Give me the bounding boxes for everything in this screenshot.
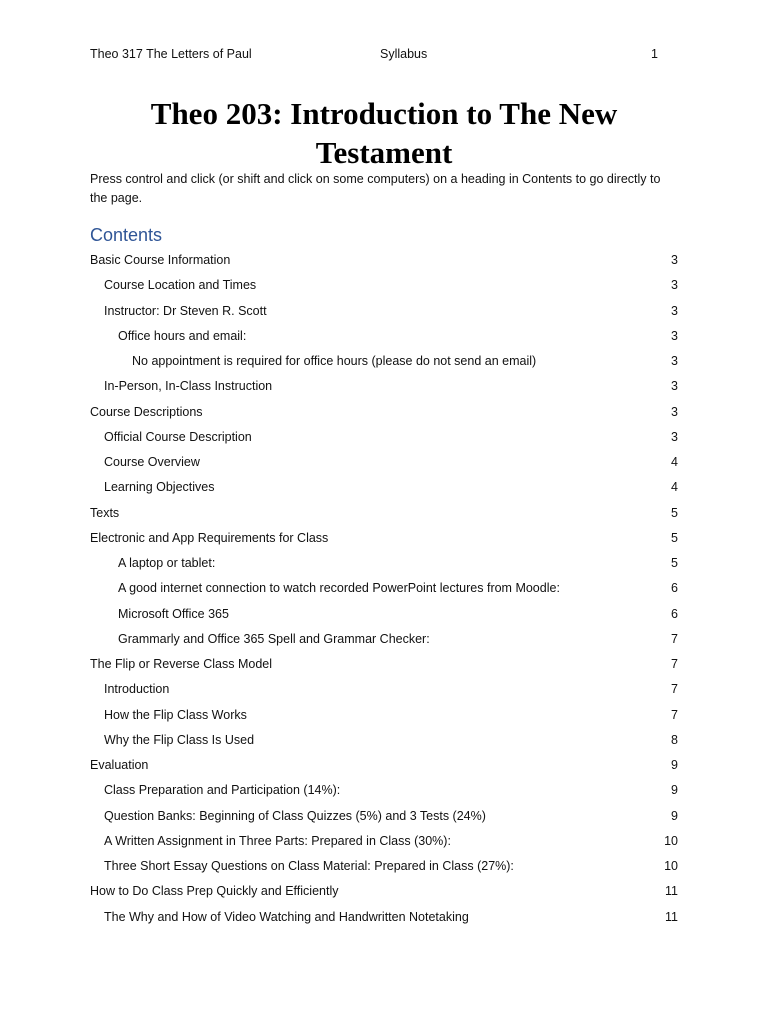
header-doc-type: Syllabus xyxy=(380,47,428,61)
toc-entry[interactable] xyxy=(90,528,678,553)
toc-entry-title[interactable]: Electronic and App Requirements for Class xyxy=(90,530,329,545)
toc-entry-page: 10 xyxy=(664,833,678,848)
document-title xyxy=(90,94,678,172)
header-course-name: Theo 317 The Letters of Paul xyxy=(90,47,252,61)
toc-entry-page: 7 xyxy=(671,657,678,671)
toc-entry-title[interactable]: A laptop or tablet: xyxy=(118,556,216,570)
navigation-instructions: Press control and click (or shift and click on some computers) on a heading in Contents to go directly to the page. xyxy=(90,172,661,205)
toc-entry[interactable] xyxy=(90,604,678,629)
header-page-number: 1 xyxy=(651,47,658,61)
table-of-contents xyxy=(90,250,678,932)
toc-entry[interactable] xyxy=(90,831,678,856)
toc-entry-title[interactable]: Course Descriptions xyxy=(90,404,203,419)
toc-entry[interactable] xyxy=(90,402,678,427)
toc-entry-title[interactable]: No appointment is required for office hours (please do not send an email) xyxy=(132,354,537,368)
toc-entry[interactable] xyxy=(90,755,678,780)
running-header xyxy=(90,47,658,65)
document-title-line-1: Theo 203: Introduction to The New xyxy=(150,96,618,131)
toc-entry-title[interactable]: How to Do Class Prep Quickly and Efficiently xyxy=(90,884,339,899)
contents-heading: Contents xyxy=(90,225,163,245)
toc-entry[interactable] xyxy=(90,301,678,326)
toc-entry-page: 4 xyxy=(671,455,678,469)
toc-entry-title[interactable]: The Why and How of Video Watching and Handwritten Notetaking xyxy=(104,909,469,924)
toc-entry[interactable] xyxy=(90,654,678,679)
toc-entry-title[interactable]: Official Course Description xyxy=(104,429,252,444)
toc-entry-page: 9 xyxy=(671,758,678,772)
toc-entry[interactable] xyxy=(90,679,678,704)
toc-entry[interactable] xyxy=(90,477,678,502)
toc-entry[interactable] xyxy=(90,629,678,654)
toc-entry[interactable] xyxy=(90,780,678,805)
toc-entry-page: 11 xyxy=(665,884,678,899)
toc-entry-page: 6 xyxy=(671,606,678,621)
toc-entry-page: 4 xyxy=(671,480,678,495)
toc-entry-title[interactable]: Class Preparation and Participation (14%): xyxy=(104,783,341,798)
toc-entry-page: 3 xyxy=(671,404,678,419)
toc-entry[interactable] xyxy=(90,427,678,452)
toc-entry-title[interactable]: Learning Objectives xyxy=(104,480,215,495)
toc-entry-page: 3 xyxy=(671,379,678,394)
toc-entry-page: 3 xyxy=(671,253,678,267)
toc-entry-title[interactable]: Grammarly and Office 365 Spell and Grammar Checker: xyxy=(118,631,430,646)
toc-entry-title[interactable]: Question Banks: Beginning of Class Quizzes (5%) and 3 Tests (24%) xyxy=(104,808,486,823)
toc-entry[interactable] xyxy=(90,275,678,300)
toc-entry[interactable] xyxy=(90,351,678,376)
toc-entry[interactable] xyxy=(90,730,678,755)
toc-entry-page: 9 xyxy=(671,808,678,823)
toc-entry-title[interactable]: Three Short Essay Questions on Class Material: Prepared in Class (27%): xyxy=(104,859,514,873)
toc-entry-title[interactable]: Basic Course Information xyxy=(90,253,231,267)
toc-entry[interactable] xyxy=(90,907,678,932)
toc-entry-title[interactable]: Course Location and Times xyxy=(104,278,257,293)
toc-entry-title[interactable]: A good internet connection to watch recorded PowerPoint lectures from Moodle: xyxy=(118,581,560,596)
toc-entry[interactable] xyxy=(90,376,678,401)
toc-entry[interactable] xyxy=(90,553,678,578)
toc-entry-page: 6 xyxy=(671,581,678,596)
toc-entry[interactable] xyxy=(90,326,678,351)
toc-entry-page: 3 xyxy=(671,354,678,368)
toc-entry-page: 11 xyxy=(665,909,678,924)
toc-entry-page: 9 xyxy=(671,783,678,798)
toc-entry[interactable] xyxy=(90,452,678,477)
document-title-line-2: Testament xyxy=(315,135,453,170)
toc-entry[interactable] xyxy=(90,705,678,730)
toc-entry[interactable] xyxy=(90,578,678,603)
toc-entry-title[interactable]: A Written Assignment in Three Parts: Prepared in Class (30%): xyxy=(104,833,451,848)
toc-entry-title[interactable]: Office hours and email: xyxy=(118,328,247,343)
toc-entry-page: 5 xyxy=(671,556,678,570)
toc-entry-page: 3 xyxy=(671,328,678,343)
toc-entry-page: 3 xyxy=(671,303,678,318)
toc-entry-title[interactable]: The Flip or Reverse Class Model xyxy=(90,657,273,671)
toc-entry[interactable] xyxy=(90,856,678,881)
toc-entry-page: 3 xyxy=(671,278,678,293)
toc-entry-title[interactable]: Why the Flip Class Is Used xyxy=(104,732,255,747)
toc-entry-title[interactable]: Evaluation xyxy=(90,758,149,772)
toc-entry-page: 8 xyxy=(671,732,678,747)
toc-entry-title[interactable]: How the Flip Class Works xyxy=(104,707,247,722)
toc-entry-title[interactable]: Microsoft Office 365 xyxy=(118,606,229,621)
toc-entry-page: 3 xyxy=(671,429,678,444)
toc-entry-title[interactable]: Introduction xyxy=(104,682,170,697)
toc-entry-page: 5 xyxy=(671,505,678,520)
toc-entry[interactable] xyxy=(90,806,678,831)
toc-entry-page: 7 xyxy=(671,631,678,646)
toc-entry-page: 7 xyxy=(671,707,678,722)
toc-entry-title[interactable]: Course Overview xyxy=(104,455,200,469)
toc-entry-page: 10 xyxy=(664,859,678,873)
toc-entry-title[interactable]: Texts xyxy=(90,505,120,520)
toc-entry-title[interactable]: In-Person, In-Class Instruction xyxy=(104,379,273,394)
toc-entry[interactable] xyxy=(90,881,678,906)
toc-entry-page: 5 xyxy=(671,530,678,545)
toc-entry[interactable] xyxy=(90,250,678,275)
toc-entry-title[interactable]: Instructor: Dr Steven R. Scott xyxy=(104,303,267,318)
toc-entry[interactable] xyxy=(90,503,678,528)
toc-entry-page: 7 xyxy=(671,682,678,697)
